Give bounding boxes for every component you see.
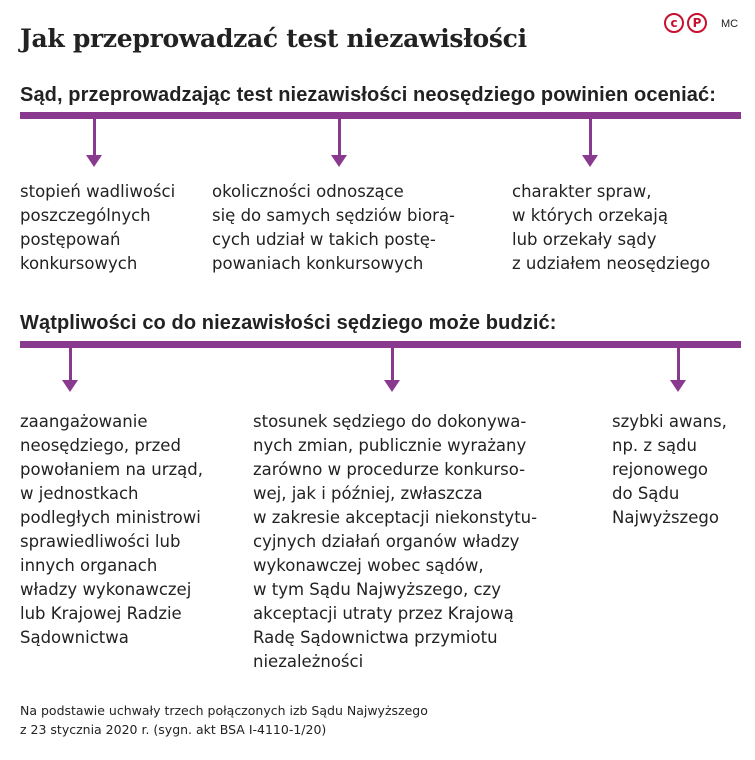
logo-c-icon: c [664, 13, 684, 33]
section1-arrow-3-stem [589, 119, 592, 155]
section1-arrow-2-head-icon [331, 155, 347, 167]
section1-arrow-3-head-icon [582, 155, 598, 167]
section2-item-2: stosunek sędziego do dokonywa- nych zmian, publicznie wyrażany zarówno w procedurze konkurso- wej, jak i później, zwłaszcza w zakresie akceptacji niekonstytu- cyjnych działań organów władzy wykonawczej wobec sądów, w tym Sądu Najwyższego, czy akceptacji utraty przez Krajową Radę Sądownictwa przymiotu niezależności [253, 412, 538, 671]
section2-arrow-1-stem [69, 348, 72, 380]
section1-arrow-1-stem [93, 119, 96, 155]
page-title: Jak przeprowadzać test niezawisłości [20, 24, 527, 53]
section2-arrow-3-stem [677, 348, 680, 380]
source-note: Na podstawie uchwały trzech połączonych izb Sądu Najwyższego z 23 stycznia 2020 r. (sygn. akt BSA I-4110-1/20) [20, 703, 428, 737]
section2-bar [20, 341, 741, 348]
section1-item-1: stopień wadliwości poszczególnych postępowań konkursowych [20, 182, 176, 273]
author-tag: MC [721, 18, 739, 30]
section1-item-2: okoliczności odnoszące się do samych sędziów biorą- cych udział w takich postę- powaniach konkursowych [212, 182, 456, 273]
section2-item-1: zaangażowanie neosędziego, przed powołaniem na urząd, w jednostkach podległych ministrowi sprawiedliwości lub innych organach władzy wykonawczej lub Krajowej Radzie Sądownictwa [20, 412, 204, 647]
section2-arrow-2-head-icon [384, 380, 400, 392]
section2-heading: Wątpliwości co do niezawisłości sędziego może budzić: [20, 312, 557, 334]
section1-bar [20, 112, 741, 119]
section2-arrow-2-stem [391, 348, 394, 380]
section1-arrow-1-head-icon [86, 155, 102, 167]
publisher-logo [664, 13, 707, 33]
section2-arrow-1-head-icon [62, 380, 78, 392]
logo-p-icon: P [687, 13, 707, 33]
section2-item-3: szybki awans, np. z sądu rejonowego do Sądu Najwyższego [612, 412, 727, 527]
section2-arrow-3-head-icon [670, 380, 686, 392]
section1-item-3: charakter spraw, w których orzekają lub orzekały sądy z udziałem neosędziego [512, 182, 711, 273]
section1-heading: Sąd, przeprowadzając test niezawisłości neosędziego powinien oceniać: [20, 84, 716, 106]
section1-arrow-2-stem [338, 119, 341, 155]
